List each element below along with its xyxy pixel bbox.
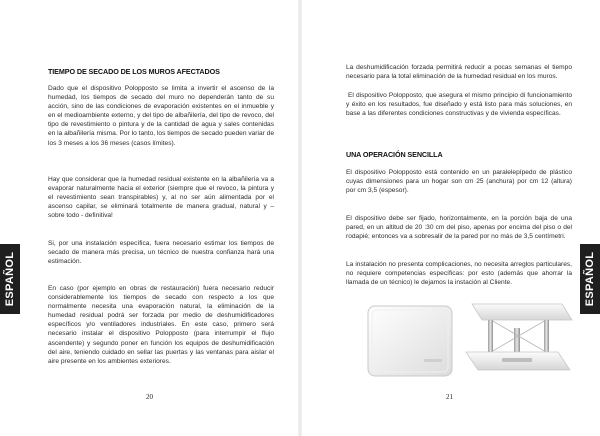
paragraph: Hay que considerar que la humedad residual existente en la albañilería va a evaporar naturalmente hacia el exterior (siempre que el revoco, la pintura y el revestimiento sean transpirables) y, al no ser aún alimentada por el ascenso capilar, se eliminará totalmente de manera gradual, natural y – sobre todo - definitiva! [48, 176, 274, 220]
paragraph: La deshumidificación forzada permitirá reducir a pocas semanas el tiempo necesario para la total eliminación de la humedad residual en los muros. [346, 64, 572, 81]
language-tab-label: ESPAÑOL [4, 251, 16, 307]
page-number: 21 [446, 393, 453, 401]
paragraph: Dado que el dispositivo Polopposto se limita a invertir el ascenso de la humedad, los tiempos de secado del muro no dependerán tanto de su acción, sino de las condiciones de evaporación existentes en el inmueble y en el medioambiente externo, y del tipo de albañilería, del tipo de revoco, del tipo de revestimiento o pintura y de la cantidad de agua y sales contenidas en la albañilería misma. Por lo tanto, los tiempos de secado pueden variar de los 3 meses a los 36 meses (casos límites). [48, 85, 274, 147]
device-front-image [364, 302, 456, 380]
paragraph: El dispositivo Polopposto, que asegura el mismo principio di funcionamiento y éxito en los resultados, fue diseñado y está listo para más soluciones, en base a las diferentes condiciones constructivas y de vivienda específicas. [346, 92, 572, 118]
language-tab-label: ESPAÑOL [584, 251, 596, 307]
paragraph: En caso (por ejemplo en obras de restauración) fuera necesario reducir considerablemente los tiempos de secado con respecto a los que normalmente necesita una evaporación natural, la eliminación de la humedad residual podrá ser forzada por medio de deshumidificadores específicos y/o ventiladores industriales. En este caso, primero será necesario instalar el dispositivo Polopposto (para interrumpir el flujo ascendente) y segundo poner en función los equipos de deshumidificación del aire, teniendo cuidado en sellar las puertas y las ventanas para aislar el aire presente en los ambientes exteriores. [48, 285, 274, 365]
device-open-image [458, 298, 578, 382]
paragraph: La instalación no presenta complicaciones, no necesita arreglos particulares, no requiere competencias específicas: por esto (además que ahorrar la llamada de un técnico) le dejamos la instación al Cliente. [346, 261, 572, 287]
right-page [300, 0, 600, 436]
section-heading-drying-time: TIEMPO DE SECADO DE LOS MUROS AFECTADOS [48, 67, 220, 76]
paragraph: Si, por una instalación específica, fuera necesario estimar los tiempos de secado de manera más precisa, un técnico de nuestra confianza hará una estimación. [48, 240, 274, 266]
language-tab [0, 244, 20, 314]
page-number: 20 [146, 393, 153, 401]
language-tab [580, 244, 600, 314]
paragraph: El dispositivo debe ser fijado, horizontalmente, en la porción baja de una pared, en un altitud de 20 :30 cm del piso, apenas por encima del piso o del rodapié; entonces va a sobresalir de la pared por no más de 3,5 centímetri. [346, 215, 572, 241]
section-heading-simple-operation: UNA OPERACIÓN SENCILLA [346, 150, 443, 159]
paragraph: El dispositivo Polopposto está contenido en un paralelepípedo de plástico cuyas dimensiones para un hogar son cm 25 (anchura) por cm 12 (altura) por cm 3,5 (espesor). [346, 169, 572, 195]
